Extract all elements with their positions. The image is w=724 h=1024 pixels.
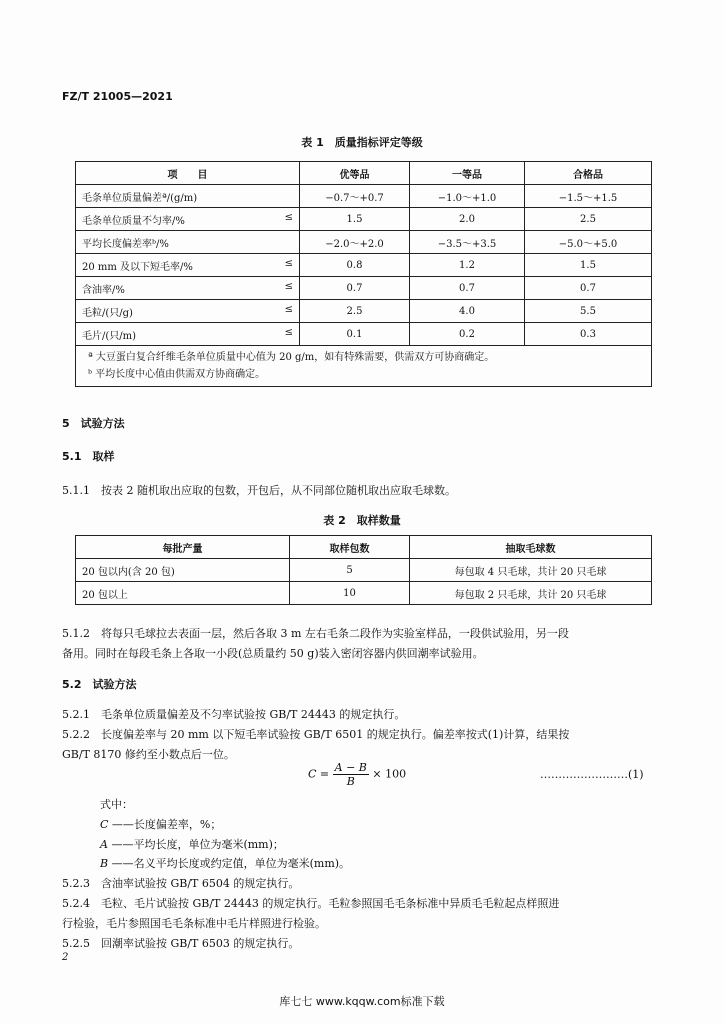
clause-5-1-2-line1: 5.1.2 将每只毛球拉去表面一层，然后各取 3 m 左右毛条二段作为实验室样品，一段供试验用，另一段	[62, 627, 569, 640]
value-cell: −5.0～+5.0	[525, 231, 652, 254]
value-cell: 1.5	[300, 208, 410, 231]
standard-header: FZ/T 21005—2021	[62, 90, 173, 103]
value-cell: 0.7	[300, 277, 410, 300]
cell: 20 包以上	[76, 582, 290, 605]
formula-number: ……………………(1)	[540, 768, 644, 781]
table-row	[76, 277, 652, 300]
section-5-1-heading: 5.1 取样	[62, 450, 115, 463]
table2-title: 表 2 取样数量	[323, 514, 401, 527]
value-cell: 0.7	[525, 277, 652, 300]
header-balls: 抽取毛球数	[410, 536, 652, 559]
clause-5-2-2-line2: GB/T 8170 修约至小数点后一位。	[62, 748, 235, 761]
value-cell: 2.0	[410, 208, 525, 231]
header-superior: 优等品	[300, 162, 410, 185]
table-header-row	[76, 536, 652, 559]
le-sign: ≤	[284, 326, 293, 338]
table-row	[76, 185, 652, 208]
denominator: B	[346, 775, 355, 788]
definition-a	[100, 836, 284, 852]
header-batch: 每批产量	[76, 536, 290, 559]
table-row	[76, 323, 652, 346]
cell: 5	[290, 559, 410, 582]
value-cell: 1.2	[410, 254, 525, 277]
clause-5-2-3: 5.2.3 含油率试验按 GB/T 6504 的规定执行。	[62, 877, 300, 890]
item-label: 20 mm 及以下短毛率/%	[82, 261, 193, 273]
clause-5-1-2-line2: 备用。同时在每段毛条上各取一小段(总质量约 50 g)装入密闭容器内供回潮率试验用。	[62, 647, 484, 660]
formula-rhs: × 100	[372, 767, 407, 781]
item-cell	[76, 277, 300, 300]
clause-5-2-1: 5.2.1 毛条单位质量偏差及不匀率试验按 GB/T 24443 的规定执行。	[62, 708, 406, 721]
value-cell: 0.7	[410, 277, 525, 300]
clause-5-2-2-line1: 5.2.2 长度偏差率与 20 mm 以下短毛率试验按 GB/T 6501 的规定执行。偏差率按式(1)计算，结果按	[62, 728, 570, 741]
item-label: 毛条单位质量偏差ª/(g/m)	[82, 192, 198, 204]
value-cell: 0.8	[300, 254, 410, 277]
clause-5-2-4-line1: 5.2.4 毛粒、毛片试验按 GB/T 24443 的规定执行。毛粒参照国毛毛条标准中异质毛毛粒起点样照进	[62, 897, 560, 910]
where-label: 式中：	[100, 798, 133, 811]
definition-text: ——平均长度，单位为毫米(mm)；	[111, 838, 284, 851]
page-number: 2	[62, 952, 69, 963]
item-cell	[76, 254, 300, 277]
value-cell: 0.2	[410, 323, 525, 346]
le-sign: ≤	[284, 280, 293, 292]
clause-5-2-5: 5.2.5 回潮率试验按 GB/T 6503 的规定执行。	[62, 937, 300, 950]
definition-c	[100, 816, 221, 832]
table-row	[76, 231, 652, 254]
cell: 每包取 4 只毛球，共计 20 只毛球	[410, 559, 652, 582]
cell: 20 包以内(含 20 包)	[76, 559, 290, 582]
item-label: 平均长度偏差率ᵇ/%	[82, 238, 169, 250]
item-label: 含油率/%	[82, 284, 125, 296]
item-cell	[76, 300, 300, 323]
quality-grade-table	[75, 161, 652, 387]
value-cell: 1.5	[525, 254, 652, 277]
value-cell: 2.5	[300, 300, 410, 323]
definition-text: ——长度偏差率，%；	[111, 818, 222, 831]
symbol: B	[100, 857, 109, 870]
sampling-table	[75, 535, 652, 605]
header-qualified: 合格品	[525, 162, 652, 185]
le-sign: ≤	[284, 303, 293, 315]
value-cell: 4.0	[410, 300, 525, 323]
value-cell: 0.1	[300, 323, 410, 346]
item-cell	[76, 185, 300, 208]
symbol: C	[100, 818, 109, 831]
table-row	[76, 559, 652, 582]
numerator: A − B	[334, 761, 367, 774]
table-notes	[76, 346, 652, 387]
note-a: ª 大豆蛋白复合纤维毛条单位质量中心值为 20 g/m，如有特殊需要，供需双方可协商确定。	[88, 352, 495, 363]
formula-lhs: C =	[308, 767, 330, 781]
header-packages: 取样包数	[290, 536, 410, 559]
item-cell	[76, 323, 300, 346]
table1-title: 表 1 质量指标评定等级	[301, 136, 423, 149]
item-label: 毛粒/(只/g)	[82, 307, 133, 319]
cell: 每包取 2 只毛球，共计 20 只毛球	[410, 582, 652, 605]
table-row	[76, 254, 652, 277]
footer-watermark: 库七七 www.kqqw.com标准下载	[279, 995, 445, 1008]
table-row	[76, 208, 652, 231]
item-cell	[76, 208, 300, 231]
item-label: 毛片/(只/m)	[82, 330, 137, 342]
definition-b	[100, 855, 350, 871]
table-header-row	[76, 162, 652, 185]
formula-1	[308, 761, 406, 788]
definition-text: ——名义平均长度或约定值，单位为毫米(mm)。	[111, 857, 351, 870]
le-sign: ≤	[284, 257, 293, 269]
table-row	[76, 300, 652, 323]
value-cell: −1.5～+1.5	[525, 185, 652, 208]
header-first-grade: 一等品	[410, 162, 525, 185]
clause-5-2-4-line2: 行检验，毛片参照国毛毛条标准中毛片样照进行检验。	[62, 917, 326, 930]
item-label: 毛条单位质量不匀率/%	[82, 215, 185, 227]
cell: 10	[290, 582, 410, 605]
table-row	[76, 582, 652, 605]
formula-fraction	[333, 761, 369, 788]
value-cell: −0.7～+0.7	[300, 185, 410, 208]
clause-5-1-1: 5.1.1 按表 2 随机取出应取的包数，开包后，从不同部位随机取出应取毛球数。	[62, 484, 456, 497]
header-item: 项 目	[76, 162, 300, 185]
symbol: A	[100, 838, 108, 851]
item-cell	[76, 231, 300, 254]
value-cell: 2.5	[525, 208, 652, 231]
value-cell: −3.5～+3.5	[410, 231, 525, 254]
le-sign: ≤	[284, 211, 293, 223]
section-5-heading: 5 试验方法	[62, 417, 125, 430]
value-cell: 0.3	[525, 323, 652, 346]
section-5-2-heading: 5.2 试验方法	[62, 678, 137, 691]
value-cell: −2.0～+2.0	[300, 231, 410, 254]
value-cell: 5.5	[525, 300, 652, 323]
value-cell: −1.0～+1.0	[410, 185, 525, 208]
note-b: ᵇ 平均长度中心值由供需双方协商确定。	[88, 369, 266, 380]
